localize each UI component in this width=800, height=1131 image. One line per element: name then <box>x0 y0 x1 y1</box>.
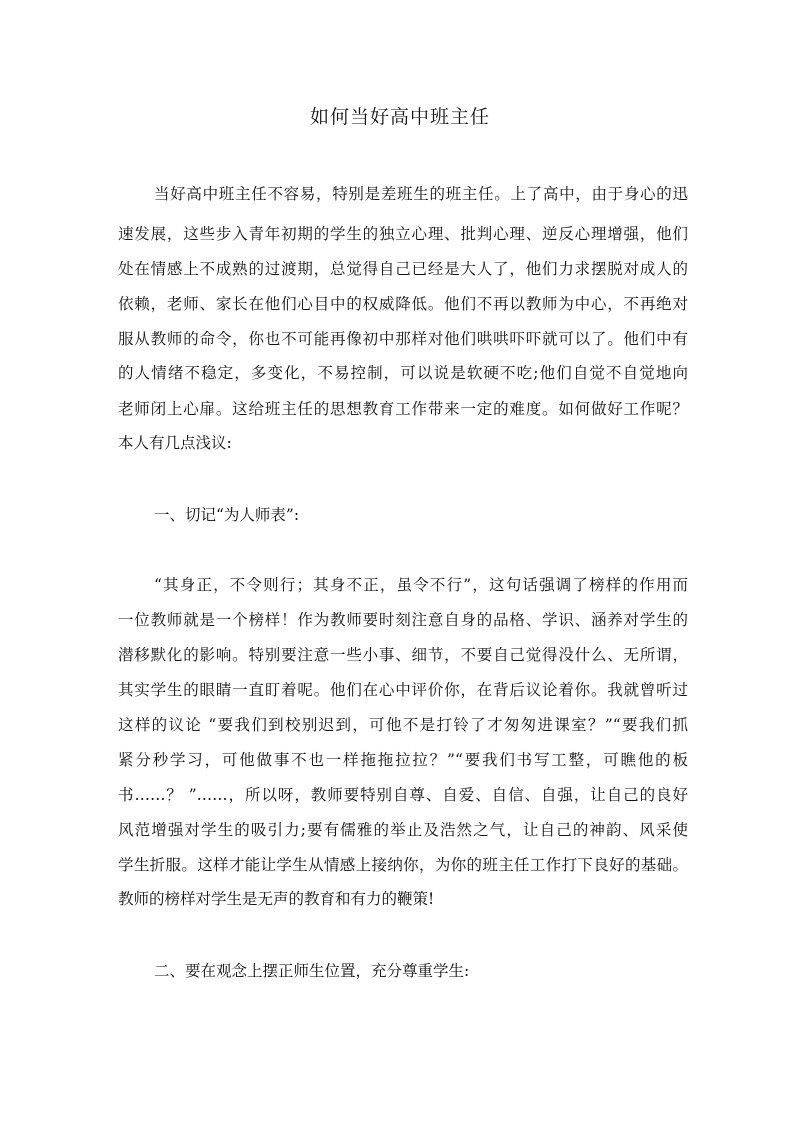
section1-paragraph-line: 潜移默化的影响。特别要注意一些小事、细节，不要自己觉得没什么、无所谓， <box>118 646 688 664</box>
section1-paragraph-line: 学生折服。这样才能让学生从情感上接纳你，为你的班主任工作打下良好的基础。 <box>118 856 688 874</box>
section1-paragraph-line: 紧分秒学习，可他做事不也一样拖拖拉拉？”“要我们书写工整，可瞧他的板 <box>118 751 688 769</box>
intro-paragraph-line: 老师闭上心扉。这给班主任的思想教育工作带来一定的难度。如何做好工作呢？ <box>118 400 688 418</box>
section1-paragraph-line: 书……？ ”……，所以呀，教师要特别自尊、自爱、自信、自强，让自己的良好 <box>118 786 688 804</box>
intro-paragraph-line: 处在情感上不成熟的过渡期，总觉得自己已经是大人了，他们力求摆脱对成人的 <box>118 260 688 278</box>
intro-paragraph-line: 依赖，老师、家长在他们心目中的权威降低。他们不再以教师为中心，不再绝对 <box>118 295 688 313</box>
section1-paragraph-line: 教师的榜样对学生是无声的教育和有力的鞭策! <box>118 890 435 908</box>
intro-paragraph-line: 服从教师的命令，你也不可能再像初中那样对他们哄哄吓吓就可以了。他们中有 <box>118 330 688 348</box>
intro-paragraph-line: 的人情绪不稳定，多变化，不易控制，可以说是软硬不吃;他们自觉不自觉地向 <box>118 364 688 382</box>
section1-paragraph-line: “其身正，不令则行；其身不正，虽令不行”，这句话强调了榜样的作用而 <box>154 576 688 594</box>
intro-paragraph-line: 当好高中班主任不容易，特别是差班生的班主任。上了高中，由于身心的迅 <box>154 185 688 203</box>
intro-paragraph-line: 本人有几点浅议: <box>118 434 232 452</box>
intro-paragraph-line: 速发展，这些步入青年初期的学生的独立心理、批判心理、逆反心理增强，他们 <box>118 225 688 243</box>
section-heading: 一、切记“为人师表”: <box>154 506 300 524</box>
section1-paragraph-line: 这样的议论 “要我们到校别迟到，可他不是打铃了才匆匆进课室？”“要我们抓 <box>118 716 688 734</box>
section1-paragraph-line: 风范增强对学生的吸引力;要有儒雅的举止及浩然之气，让自己的神韵、风采使 <box>118 821 688 839</box>
section-heading: 二、要在观念上摆正师生位置，充分尊重学生: <box>154 962 470 980</box>
document-title: 如何当好高中班主任 <box>309 106 490 128</box>
section1-paragraph-line: 其实学生的眼睛一直盯着呢。他们在心中评价你，在背后议论着你。我就曾听过 <box>118 681 688 699</box>
section1-paragraph-line: 一位教师就是一个榜样！作为教师要时刻注意自身的品格、学识、涵养对学生的 <box>118 611 688 629</box>
